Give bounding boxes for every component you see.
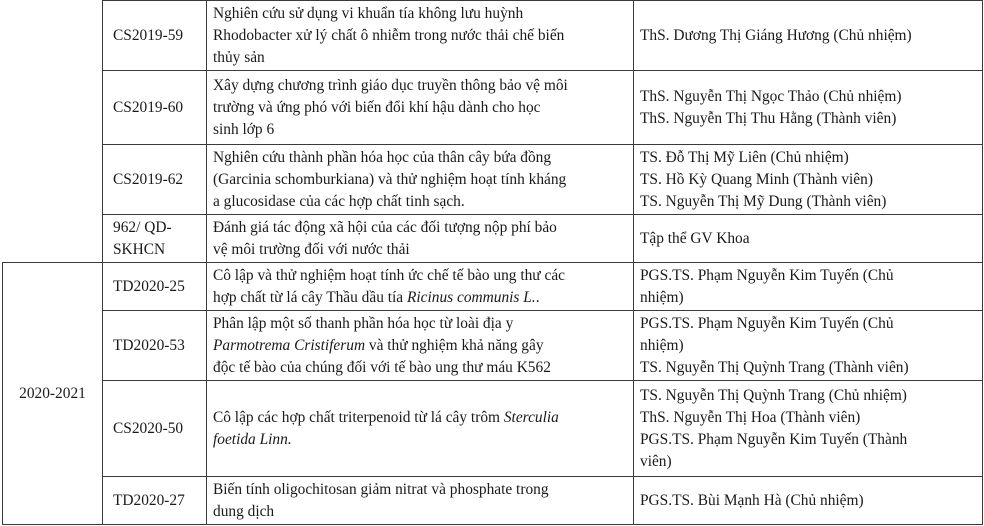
table-row: [3, 477, 983, 525]
project-title-line: thủy sản: [213, 48, 265, 66]
project-code-cell: [103, 145, 207, 215]
project-code: CS2019-62: [113, 170, 184, 188]
member-line: TS. Nguyễn Thị Quỳnh Trang (Chủ nhiệm): [640, 386, 907, 404]
member-line: PGS.TS. Bùi Mạnh Hà (Chủ nhiệm): [640, 491, 864, 509]
project-members-cell: [634, 311, 983, 381]
project-title-line: a glucosidase của các hợp chất tinh sạch.: [213, 192, 465, 210]
project-code: 962/ QD-: [113, 218, 172, 236]
table-row: [3, 381, 983, 477]
member-line: TS. Hồ Kỳ Quang Minh (Thành viên): [640, 170, 873, 188]
member-line: Tập thể GV Khoa: [640, 229, 750, 247]
member-line: viên): [640, 452, 672, 470]
table-row: [3, 1, 983, 71]
project-members-cell: [634, 71, 983, 145]
project-title-line: [213, 429, 633, 451]
project-code: CS2020-50: [113, 419, 184, 437]
table-row: [3, 71, 983, 145]
table-row: [3, 263, 983, 311]
project-title-cell: [207, 263, 634, 311]
member-line: ThS. Nguyễn Thị Hoa (Thành viên): [640, 408, 861, 426]
project-title-line: độc tế bào của chúng đối với tế bào ung thư máu K562: [213, 358, 551, 376]
project-title-line: Biến tính oligochitosan giảm nitrat và phosphate trong: [213, 480, 549, 498]
project-members-cell: [634, 145, 983, 215]
project-members-cell: [634, 477, 983, 525]
title-text: và thử nghiệm khả năng gây: [365, 336, 544, 354]
species-name: foetida Linn.: [213, 430, 292, 448]
project-title-line: Xây dựng chương trình giáo dục truyền thông bảo vệ môi: [213, 76, 568, 94]
species-name: Sterculia: [503, 408, 559, 426]
project-title-line: Nghiên cứu sử dụng vi khuẩn tía không lưu huỳnh: [213, 4, 524, 22]
table-row: [3, 145, 983, 215]
project-title-cell: [207, 381, 634, 477]
project-title-line: Phân lập một số thanh phần hóa học từ loài địa y: [213, 314, 514, 332]
project-code-cell: [103, 381, 207, 477]
title-text: hợp chất từ lá cây Thầu dầu tía: [213, 288, 404, 306]
member-line: TS. Nguyễn Thị Mỹ Dung (Thành viên): [640, 192, 887, 210]
project-title-cell: [207, 311, 634, 381]
member-line: PGS.TS. Phạm Nguyễn Kim Tuyến (Chủ: [640, 314, 894, 332]
project-title-cell: [207, 145, 634, 215]
project-title-cell: [207, 71, 634, 145]
project-members-cell: [634, 381, 983, 477]
project-members-cell: [634, 263, 983, 311]
project-code: TD2020-53: [113, 336, 185, 354]
project-code-cell: [103, 1, 207, 71]
project-title-cell: [207, 215, 634, 263]
member-line: PGS.TS. Phạm Nguyễn Kim Tuyến (Chủ: [640, 266, 894, 284]
project-title-line: sinh lớp 6: [213, 120, 275, 138]
project-members-cell: [634, 215, 983, 263]
member-line: ThS. Dương Thị Giáng Hương (Chủ nhiệm): [640, 26, 912, 44]
species-name: Ricinus communis L.: [407, 288, 536, 306]
title-text: Cô lập các hợp chất triterpenoid từ lá cây trôm: [213, 408, 500, 426]
table-row: [3, 311, 983, 381]
project-code-cell: [103, 311, 207, 381]
project-members-cell: [634, 1, 983, 71]
year-cell: [3, 263, 103, 525]
project-title-line: [213, 407, 633, 429]
table-row: [3, 215, 983, 263]
project-code: CS2019-60: [113, 98, 184, 116]
member-line: nhiệm): [640, 288, 684, 306]
project-code-cell: [103, 215, 207, 263]
project-table: [2, 0, 983, 525]
year-label: 2020-2021: [19, 384, 86, 402]
project-code: SKHCN: [113, 240, 166, 258]
project-title-line: trường và ứng phó với biến đổi khí hậu dành cho học: [213, 98, 541, 116]
project-code: CS2019-59: [113, 26, 184, 44]
member-line: TS. Đỗ Thị Mỹ Liên (Chủ nhiệm): [640, 148, 849, 166]
project-code-cell: [103, 477, 207, 525]
project-title-line: Cô lập và thử nghiệm hoạt tính ức chế tế bào ung thư các: [213, 266, 565, 284]
project-title-line: [213, 335, 633, 357]
project-code-cell: [103, 71, 207, 145]
member-line: ThS. Nguyễn Thị Thu Hằng (Thành viên): [640, 109, 897, 127]
project-code: TD2020-25: [113, 277, 185, 295]
project-title-line: vệ môi trường đối với nước thải: [213, 240, 410, 258]
project-code: TD2020-27: [113, 491, 185, 509]
member-line: PGS.TS. Phạm Nguyễn Kim Tuyến (Thành: [640, 430, 908, 448]
title-text: .: [535, 288, 540, 306]
project-code-cell: [103, 263, 207, 311]
project-title-line: Rhodobacter xử lý chất ô nhiễm trong nước thải chế biến: [213, 26, 565, 44]
species-name: Parmotrema Cristiferum: [213, 336, 366, 354]
project-title-line: [213, 287, 633, 309]
project-title-cell: [207, 1, 634, 71]
project-title-line: dung dịch: [213, 502, 275, 520]
project-title-line: Nghiên cứu thành phần hóa học của thân cây bứa đồng: [213, 148, 552, 166]
project-title-cell: [207, 477, 634, 525]
project-title-line: (Garcinia schomburkiana) và thử nghiệm hoạt tính kháng: [213, 170, 567, 188]
member-line: nhiệm): [640, 336, 684, 354]
project-title-line: Đánh giá tác động xã hội của các đối tượng nộp phí bảo: [213, 218, 557, 236]
year-cell-previous: [3, 1, 103, 263]
member-line: ThS. Nguyễn Thị Ngọc Thảo (Chủ nhiệm): [640, 87, 902, 105]
member-line: TS. Nguyễn Thị Quỳnh Trang (Thành viên): [640, 358, 909, 376]
